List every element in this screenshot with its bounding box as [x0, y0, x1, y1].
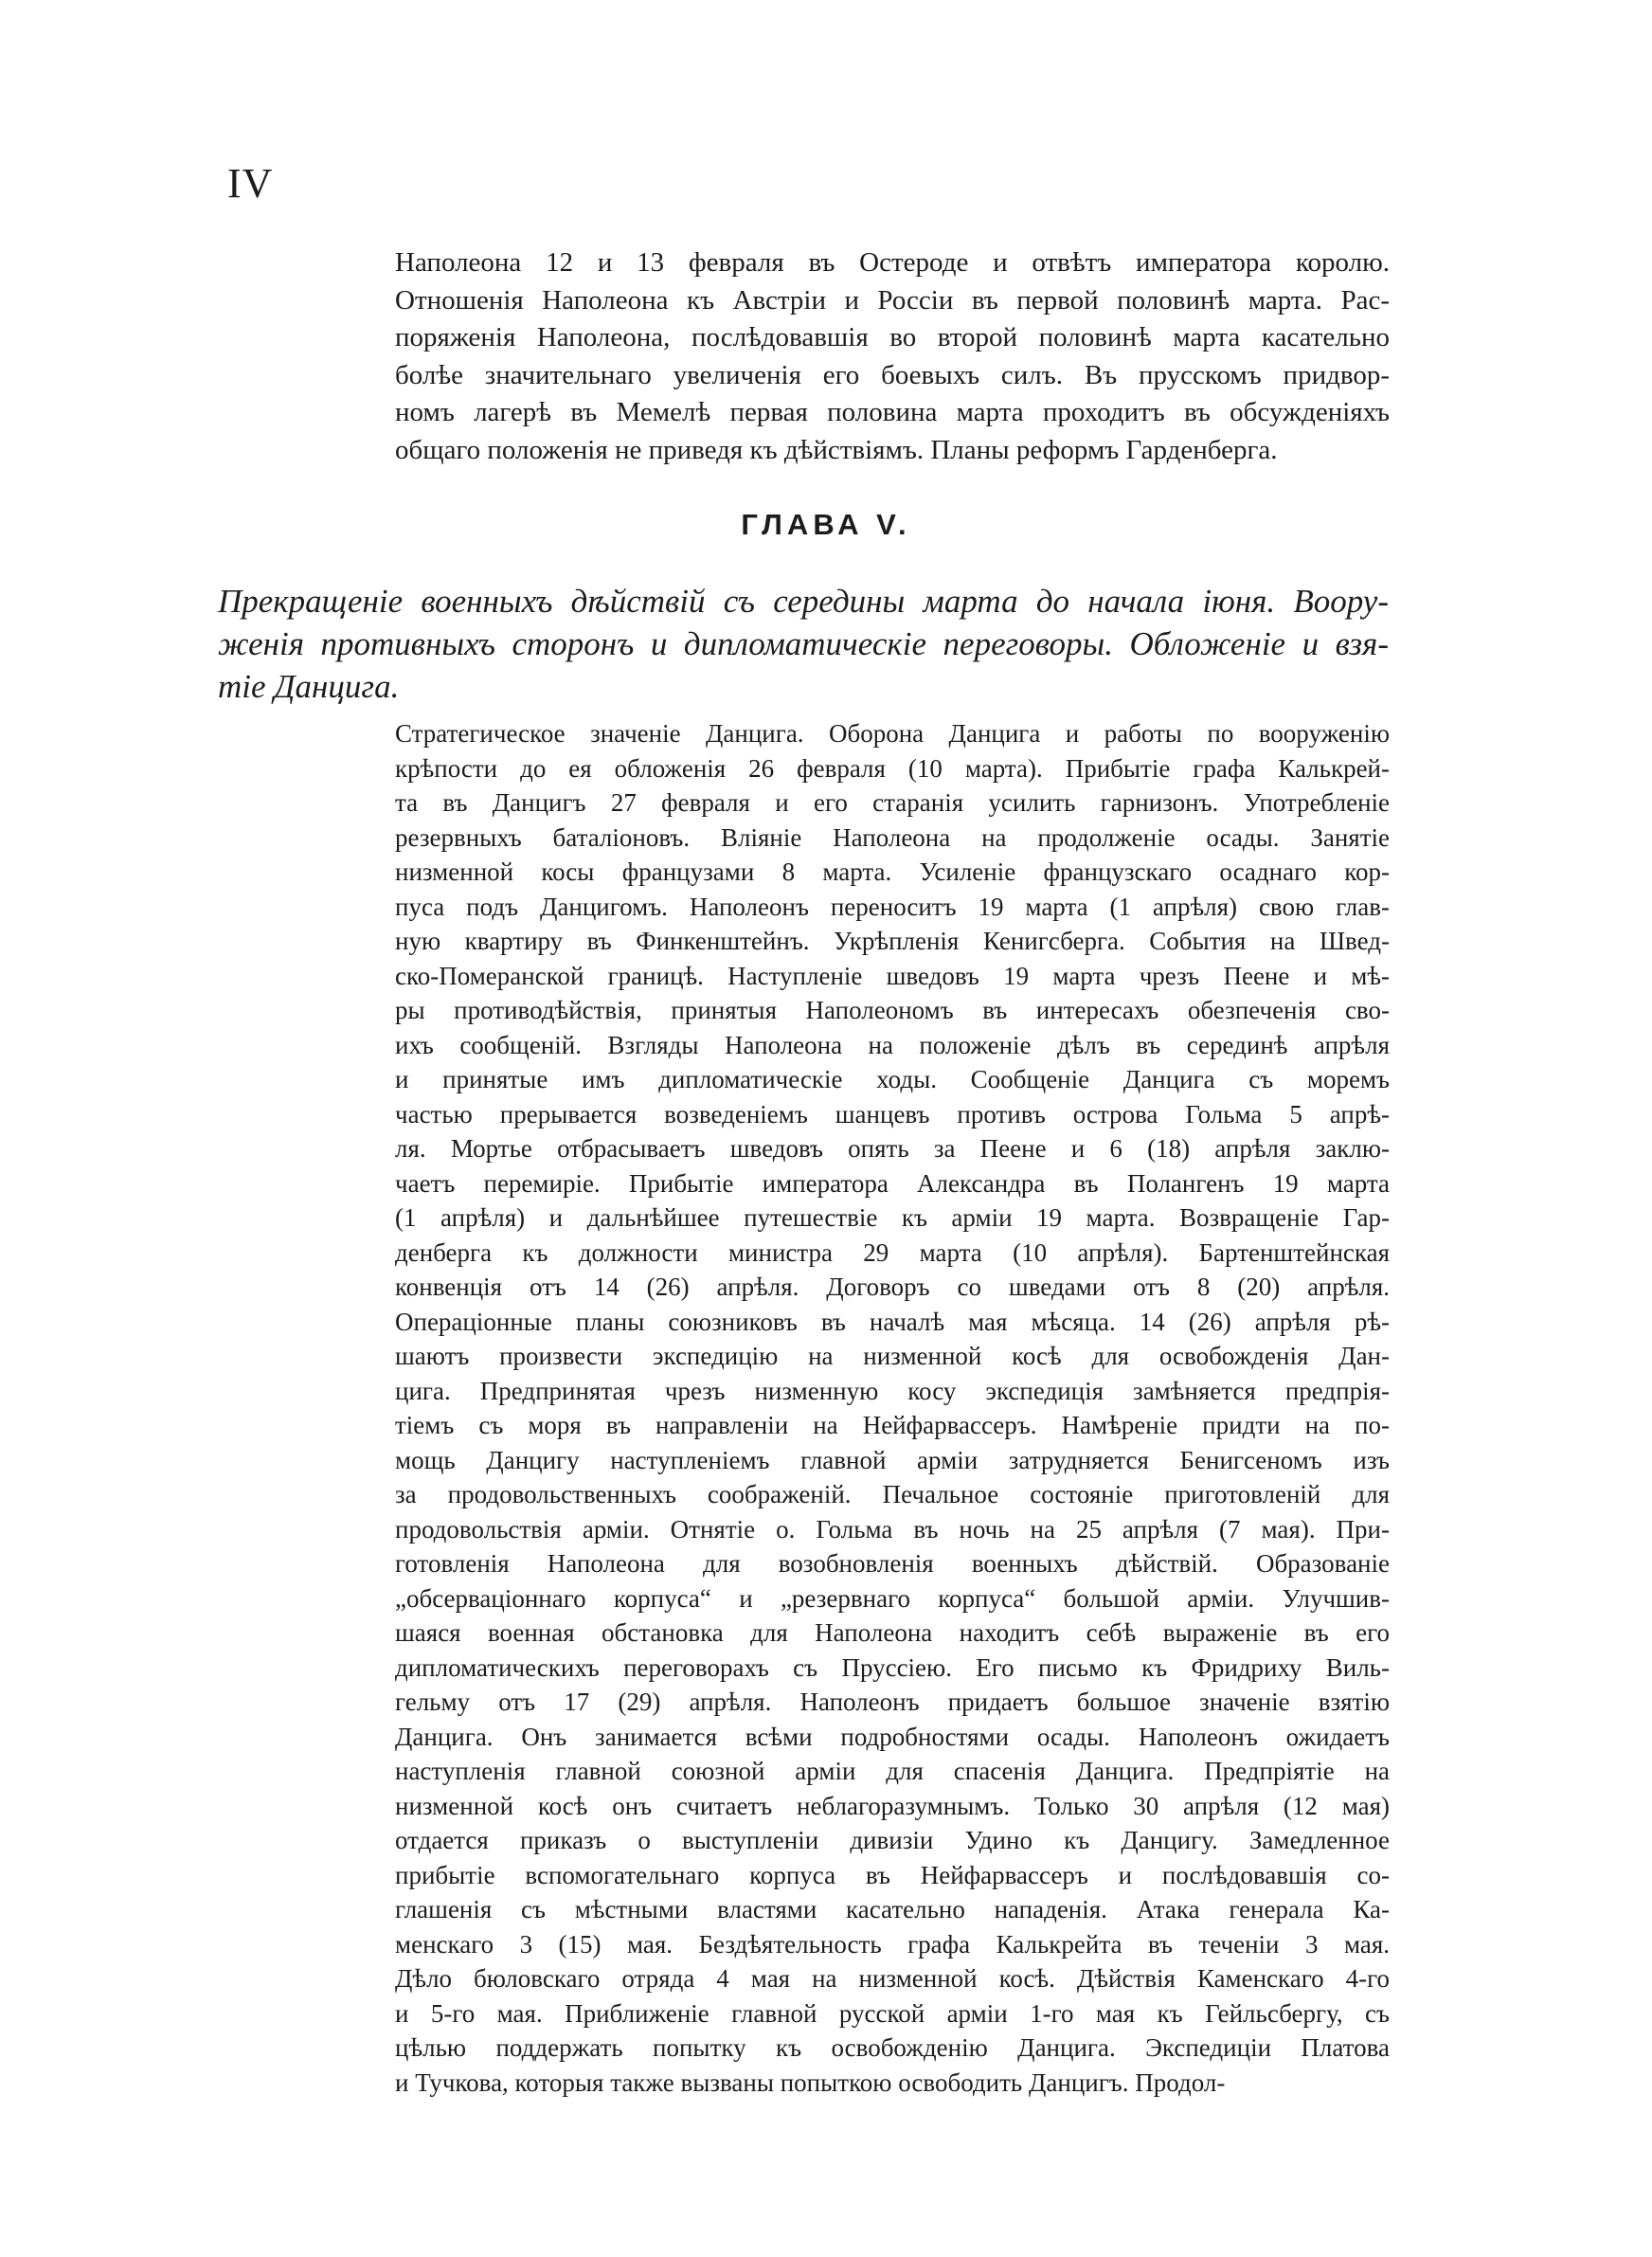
text-line: и принятые имъ дипломатическіе ходы. Сообщеніе Данцига съ моремъ	[395, 1065, 1390, 1093]
text-line: гельму отъ 17 (29) апрѣля. Наполеонъ придаетъ большое значеніе взятію	[395, 1688, 1390, 1716]
text-line: дипломатическихъ переговорахъ съ Пруссіею. Его письмо къ Фридриху Виль-	[395, 1652, 1390, 1682]
text-line: отдается приказъ о выступленіи дивизіи Удино къ Данцигу. Замедленное	[395, 1826, 1390, 1854]
text-line: чаетъ перемиріе. Прибытіе императора Александра въ Полангенъ 19 марта	[395, 1168, 1390, 1198]
text-line: глашенія съ мѣстными властями касательно нападенія. Атака генерала Ка-	[395, 1895, 1390, 1923]
text-line: шаяся военная обстановка для Наполеона находитъ себѣ выраженіе въ его	[395, 1618, 1390, 1647]
text-line: и Тучкова, которыя также вызваны попыткою освободить Данцигъ. Продол-	[395, 2067, 1226, 2097]
text-line: поряженія Наполеона, послѣдовавшія во второй половинѣ марта касательно	[395, 322, 1390, 353]
text-line: тіемъ съ моря въ направленіи на Нейфарвассеръ. Намѣреніе придти на по-	[395, 1411, 1390, 1439]
text-line: (1 апрѣля) и дальнѣйшее путешествіе къ арміи 19 марта. Возвращеніе Гар-	[395, 1203, 1390, 1232]
text-line: болѣе значительнаго увеличенія его боевыхъ силъ. Въ прусскомъ придвор-	[395, 359, 1390, 390]
text-line: и 5-го мая. Приближеніе главной русской арміи 1-го мая къ Гейльсбергу, съ	[395, 1998, 1390, 2028]
chapter-summary	[395, 716, 1390, 2100]
text-line: готовленія Наполеона для возобновленія военныхъ дѣйствій. Образованіе	[395, 1549, 1390, 1578]
chapter-title-line: тіе Данцига.	[218, 668, 400, 705]
text-line: Операціонные планы союзниковъ въ началѣ мая мѣсяца. 14 (26) апрѣля рѣ-	[395, 1307, 1390, 1336]
text-line: Стратегическое значеніе Данцига. Оборона Данцига и работы по вооруженію	[395, 719, 1390, 748]
text-line: наступленія главной союзной арміи для спасенія Данцига. Предпріятіе на	[395, 1757, 1390, 1785]
text-line: цѣлью поддержать попытку къ освобожденію Данцига. Экспедиціи Платова	[395, 2033, 1390, 2062]
text-line: низменной косы французами 8 марта. Усиленіе французскаго осаднаго кор-	[395, 858, 1390, 886]
text-line: шаютъ произвести экспедицію на низменной косѣ для освобожденія Дан-	[395, 1342, 1390, 1370]
text-line: за продовольственныхъ соображеній. Печальное состояніе приготовленій для	[395, 1480, 1390, 1508]
text-line: ля. Мортье отбрасываетъ шведовъ опять за Пеене и 6 (18) апрѣля заклю-	[395, 1134, 1390, 1163]
text-line: ры противодѣйствія, принятыя Наполеономъ въ интересахъ обезпеченія сво-	[395, 996, 1390, 1024]
text-line: Отношенія Наполеона къ Австріи и Россіи въ первой половинѣ марта. Рас-	[395, 284, 1390, 316]
text-line: цига. Предпринятая чрезъ низменную косу экспедиція замѣняется предпрія-	[395, 1376, 1390, 1405]
chapter-title-line: женія противныхъ сторонъ и дипломатическіе переговоры. Обложеніе и взя-	[218, 625, 1389, 662]
text-line: продовольствія арміи. Отнятіе о. Гольма въ ночь на 25 апрѣля (7 мая). При-	[395, 1514, 1390, 1544]
text-line: крѣпости до ея обложенія 26 февраля (10 марта). Прибытіе графа Калькрей-	[395, 753, 1390, 783]
text-line: резервныхъ баталіоновъ. Вліяніе Наполеона на продолженіе осады. Занятіе	[395, 822, 1390, 852]
text-line: Наполеона 12 и 13 февраля въ Остероде и отвѣтъ императора королю.	[395, 247, 1390, 278]
text-line: конвенція отъ 14 (26) апрѣля. Договоръ со шведами отъ 8 (20) апрѣля.	[395, 1273, 1390, 1301]
chapter-heading: ГЛАВА V.	[741, 508, 911, 541]
text-line: ско-Померанской границѣ. Наступленіе шведовъ 19 марта чрезъ Пеене и мѣ-	[395, 961, 1390, 990]
text-line: Данцига. Онъ занимается всѣми подробностями осады. Наполеонъ ожидаетъ	[395, 1722, 1390, 1751]
chapter-title	[218, 580, 1389, 708]
text-line: ихъ сообщеній. Взгляды Наполеона на положеніе дѣлъ въ серединѣ апрѣля	[395, 1030, 1390, 1059]
text-line: прибытіе вспомогательнаго корпуса въ Нейфарвассеръ и послѣдовавшія со-	[395, 1860, 1390, 1889]
text-line: пуса подъ Данцигомъ. Наполеонъ переноситъ 19 марта (1 апрѣля) свою глав-	[395, 892, 1390, 921]
page-number: IV	[227, 160, 274, 207]
text-line: номъ лагерѣ въ Мемелѣ первая половина марта проходитъ въ обсужденіяхъ	[395, 397, 1390, 428]
text-line: менскаго 3 (15) мая. Бездѣятельность графа Калькрейта въ теченіи 3 мая.	[395, 1929, 1390, 1959]
text-line: низменной косѣ онъ считаетъ неблагоразумнымъ. Только 30 апрѣля (12 мая)	[395, 1791, 1390, 1820]
text-line: та въ Данцигъ 27 февраля и его старанія усилить гарнизонъ. Употребленіе	[395, 788, 1390, 817]
text-line: частью прерывается возведеніемъ шанцевъ противъ острова Гольма 5 апрѣ-	[395, 1099, 1390, 1128]
text-line: Дѣло бюловскаго отряда 4 мая на низменной косѣ. Дѣйствія Каменскаго 4-го	[395, 1964, 1390, 1993]
text-line: ную квартиру въ Финкенштейнъ. Укрѣпленія Кенигсберга. События на Швед-	[395, 927, 1390, 955]
text-line: мощь Данцигу наступленіемъ главной арміи затрудняется Бенигсеномъ изъ	[395, 1445, 1390, 1474]
chapter-title-line: Прекращеніе военныхъ дѣйствій съ середины марта до начала іюня. Воору-	[218, 583, 1389, 620]
text-line: общаго положенія не приведя къ дѣйствіямъ. Планы реформъ Гарденберга.	[395, 434, 1278, 465]
text-line: „обсерваціоннаго корпуса“ и „резервнаго корпуса“ большой арміи. Улучшив-	[395, 1583, 1390, 1613]
text-line: денберга къ должности министра 29 марта (10 апрѣля). Бартенштейнская	[395, 1237, 1390, 1267]
chapter-summary-continuation	[395, 244, 1390, 470]
